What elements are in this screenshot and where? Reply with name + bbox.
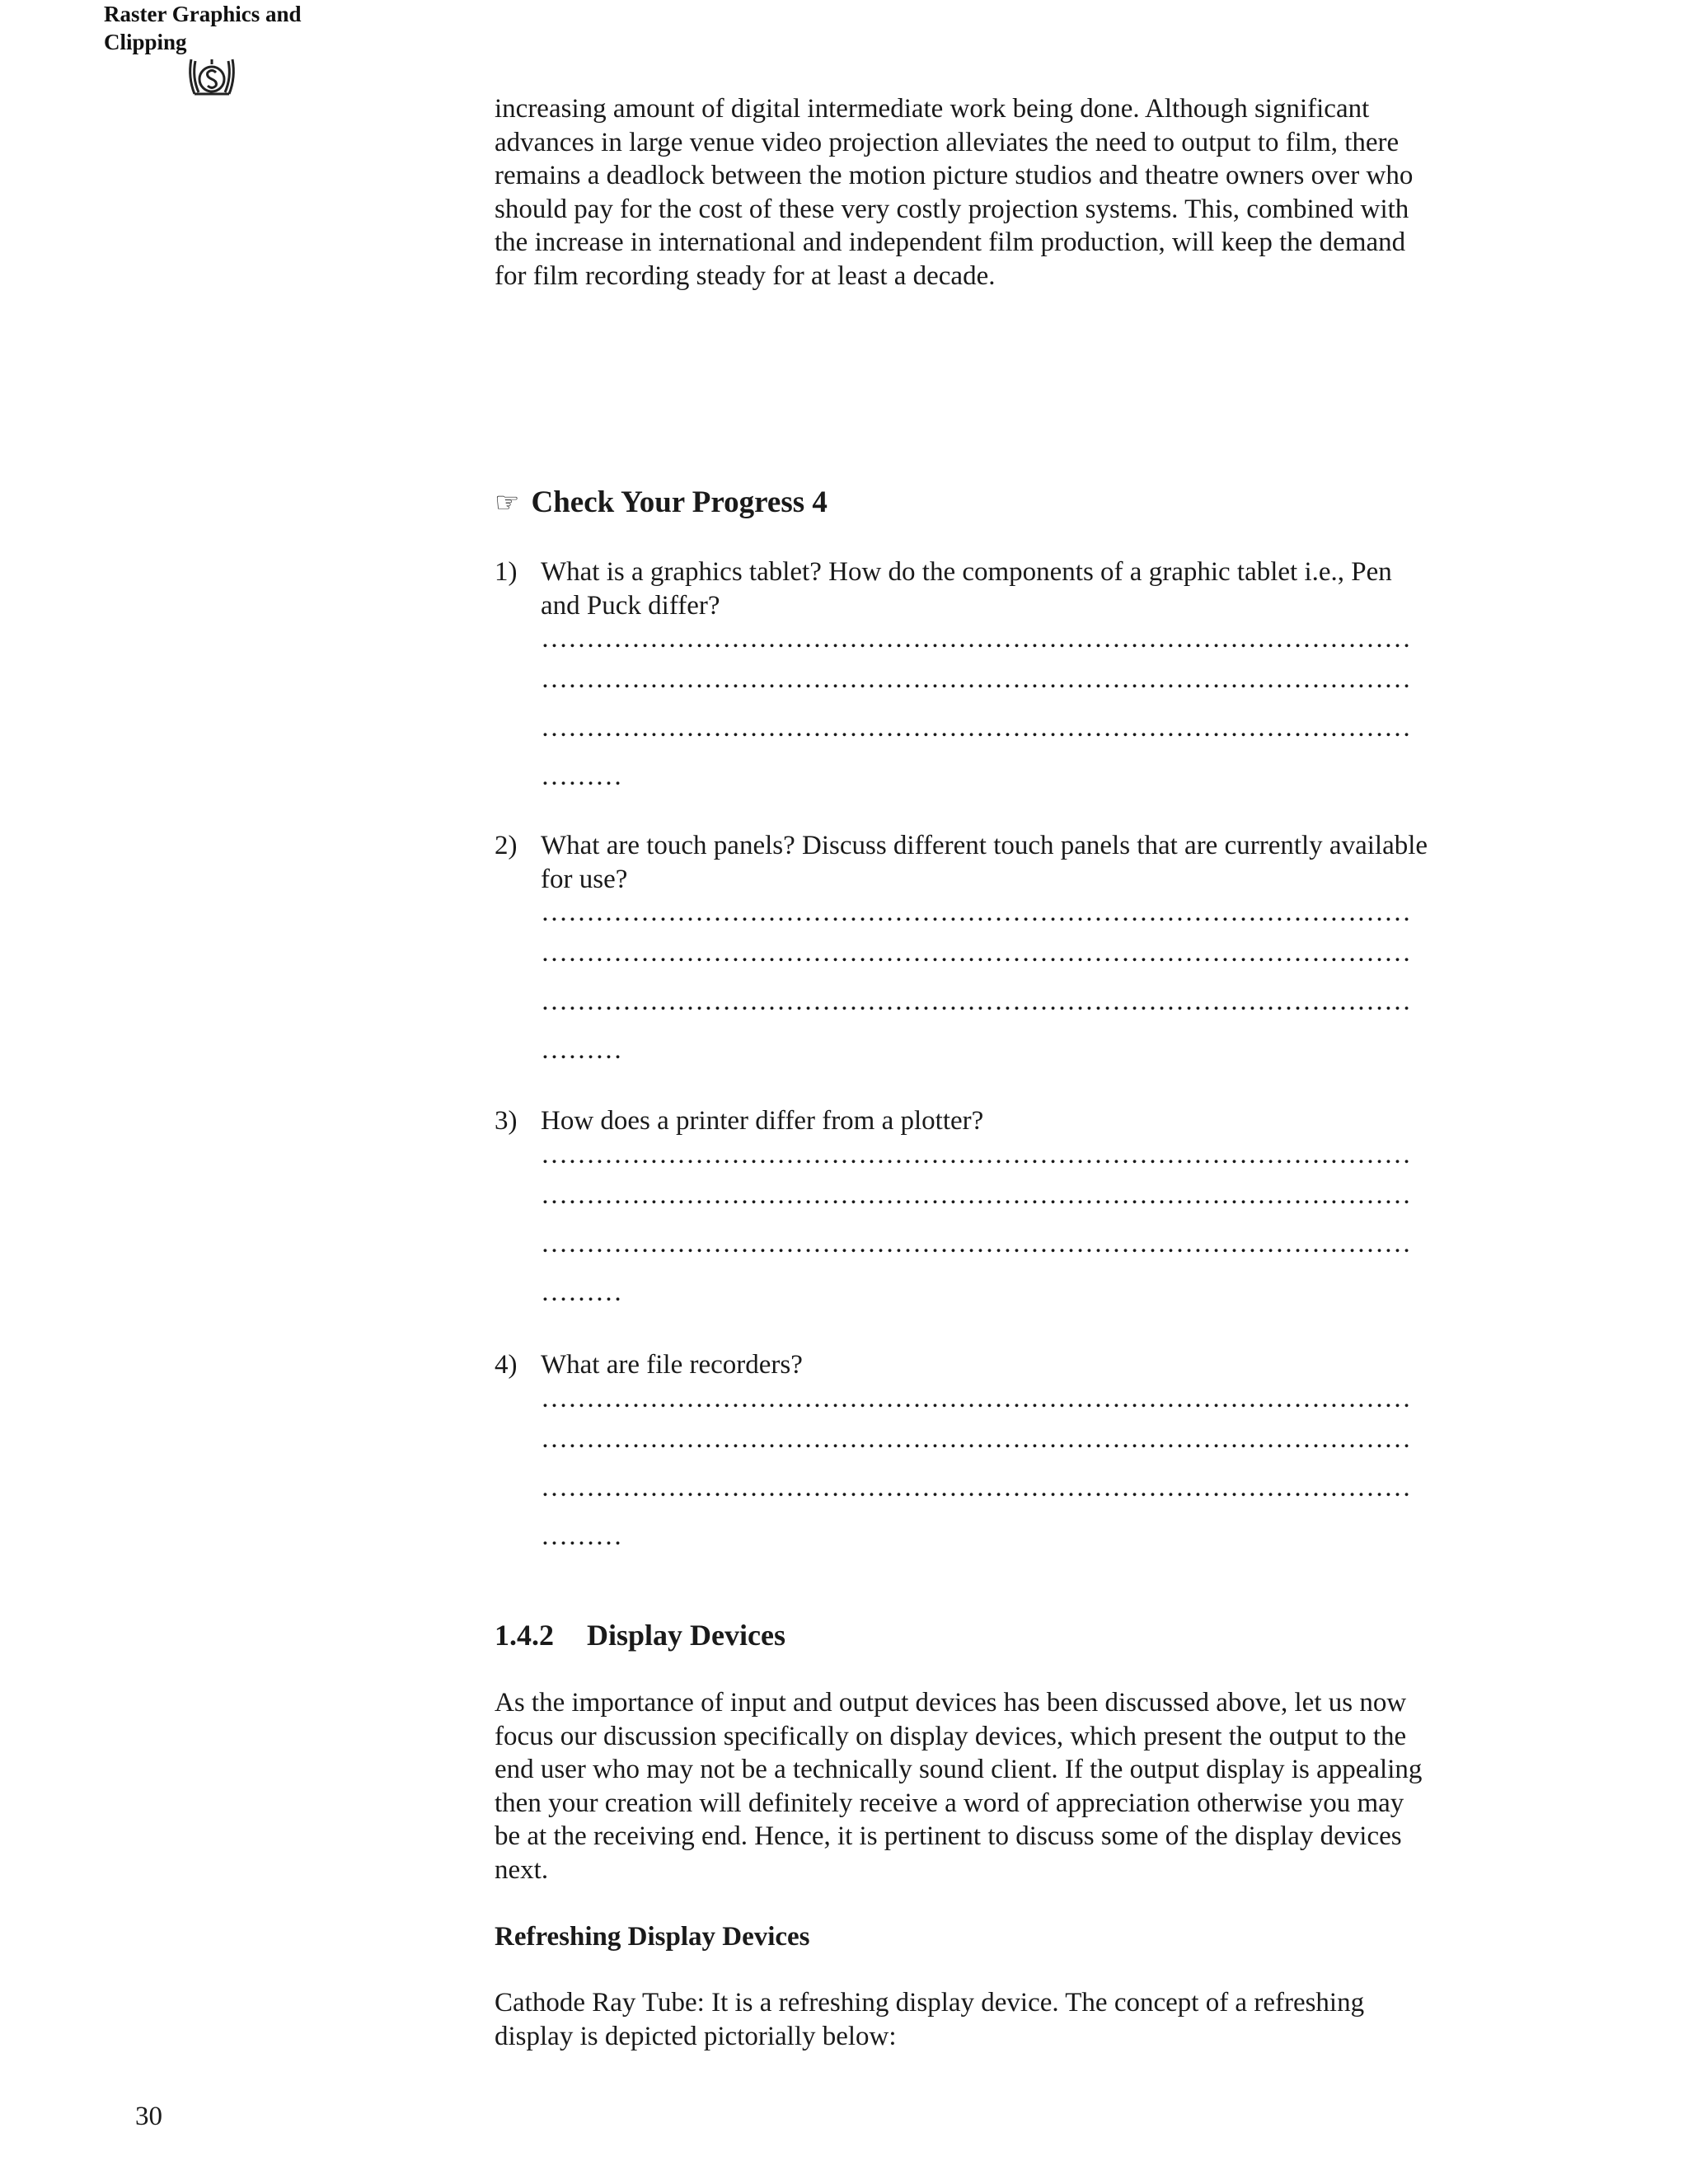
paragraph-line: be at the receiving end. Hence, it is pertinent to discuss some of the display devices (495, 1821, 1402, 1851)
answer-line[interactable]: …………………………………………………………………………………… (541, 1139, 1411, 1169)
intro-line: should pay for the cost of these very costly projection systems. This, combined with (495, 194, 1409, 224)
intro-paragraph (495, 92, 1484, 293)
display-devices-paragraph (495, 1686, 1467, 1886)
answer-line[interactable]: …………………………………………………………………………………… (541, 898, 1411, 927)
question-number: 3) (495, 1106, 518, 1136)
question-3 (495, 1104, 1484, 1317)
question-text-line: How does a printer differ from a plotter? (541, 1106, 984, 1136)
paragraph-line: end user who may not be a technically sound client. If the output display is appealing (495, 1755, 1423, 1784)
intro-line: advances in large venue video projection alleviates the need to output to film, there (495, 127, 1400, 157)
paragraph-line: Cathode Ray Tube: It is a refreshing display device. The concept of a refreshing (495, 1988, 1365, 2018)
answer-line[interactable]: …………………………………………………………………………………… (541, 938, 1411, 968)
paragraph-line: display is depicted pictorially below: (495, 2021, 897, 2051)
question-1 (495, 555, 1484, 801)
question-4 (495, 1348, 1484, 1561)
intro-line: the increase in international and independent film production, will keep the demand (495, 227, 1406, 257)
answer-line-short[interactable]: ……… (541, 1521, 622, 1551)
question-text-line: What are file recorders? (541, 1350, 803, 1380)
intro-line: increasing amount of digital intermediate work being done. Although significant (495, 94, 1370, 124)
answer-line-short[interactable]: ……… (541, 762, 622, 791)
answer-line[interactable]: …………………………………………………………………………………… (541, 713, 1411, 743)
logo-graphic (186, 54, 237, 101)
answer-line[interactable]: …………………………………………………………………………………… (541, 987, 1411, 1016)
pointing-hand-icon: ☞ (495, 486, 520, 519)
intro-line: for film recording steady for at least a decade. (495, 260, 996, 291)
running-head-line-2: Clipping (104, 30, 187, 54)
paragraph-line: As the importance of input and output devices has been discussed above, let us now (495, 1688, 1407, 1718)
check-progress-heading (495, 485, 828, 521)
running-head-line-1: Raster Graphics and (104, 2, 302, 26)
section-title: Display Devices (587, 1619, 785, 1652)
check-progress-title: Check Your Progress 4 (531, 485, 828, 519)
intro-line: remains a deadlock between the motion picture studios and theatre owners over who (495, 161, 1414, 190)
question-2 (495, 829, 1484, 1075)
question-text-line: for use? (541, 864, 628, 894)
answer-line[interactable]: …………………………………………………………………………………… (541, 1179, 1411, 1210)
answer-line[interactable]: …………………………………………………………………………………… (541, 1228, 1411, 1258)
answer-line[interactable]: …………………………………………………………………………………… (541, 624, 1411, 654)
answer-line-short[interactable]: ……… (541, 1035, 622, 1065)
question-text-line: What are touch panels? Discuss different touch panels that are currently available (541, 831, 1428, 860)
paragraph-line: focus our discussion specifically on display devices, which present the output to the (495, 1721, 1407, 1751)
answer-line[interactable]: …………………………………………………………………………………… (541, 1472, 1411, 1502)
university-logo-icon (186, 54, 237, 101)
question-number: 2) (495, 831, 518, 860)
section-number: 1.4.2 (495, 1619, 554, 1652)
question-text-line: and Puck differ? (541, 590, 720, 621)
question-text-line: What is a graphics tablet? How do the components of a graphic tablet i.e., Pen (541, 557, 1392, 587)
running-head (104, 0, 368, 56)
paragraph-line: next. (495, 1854, 549, 1885)
section-heading (495, 1617, 785, 1653)
paragraph-line: then your creation will definitely receive a word of appreciation otherwise you may (495, 1788, 1404, 1818)
page-number: 30 (135, 2102, 162, 2131)
question-number: 4) (495, 1350, 518, 1380)
crt-paragraph (495, 1986, 1467, 2053)
question-number: 1) (495, 557, 518, 587)
answer-line[interactable]: …………………………………………………………………………………… (541, 1383, 1411, 1413)
refreshing-display-heading: Refreshing Display Devices (495, 1922, 810, 1952)
answer-line[interactable]: …………………………………………………………………………………… (541, 1423, 1411, 1454)
answer-line-short[interactable]: ……… (541, 1277, 622, 1307)
answer-line[interactable]: …………………………………………………………………………………… (541, 664, 1411, 694)
